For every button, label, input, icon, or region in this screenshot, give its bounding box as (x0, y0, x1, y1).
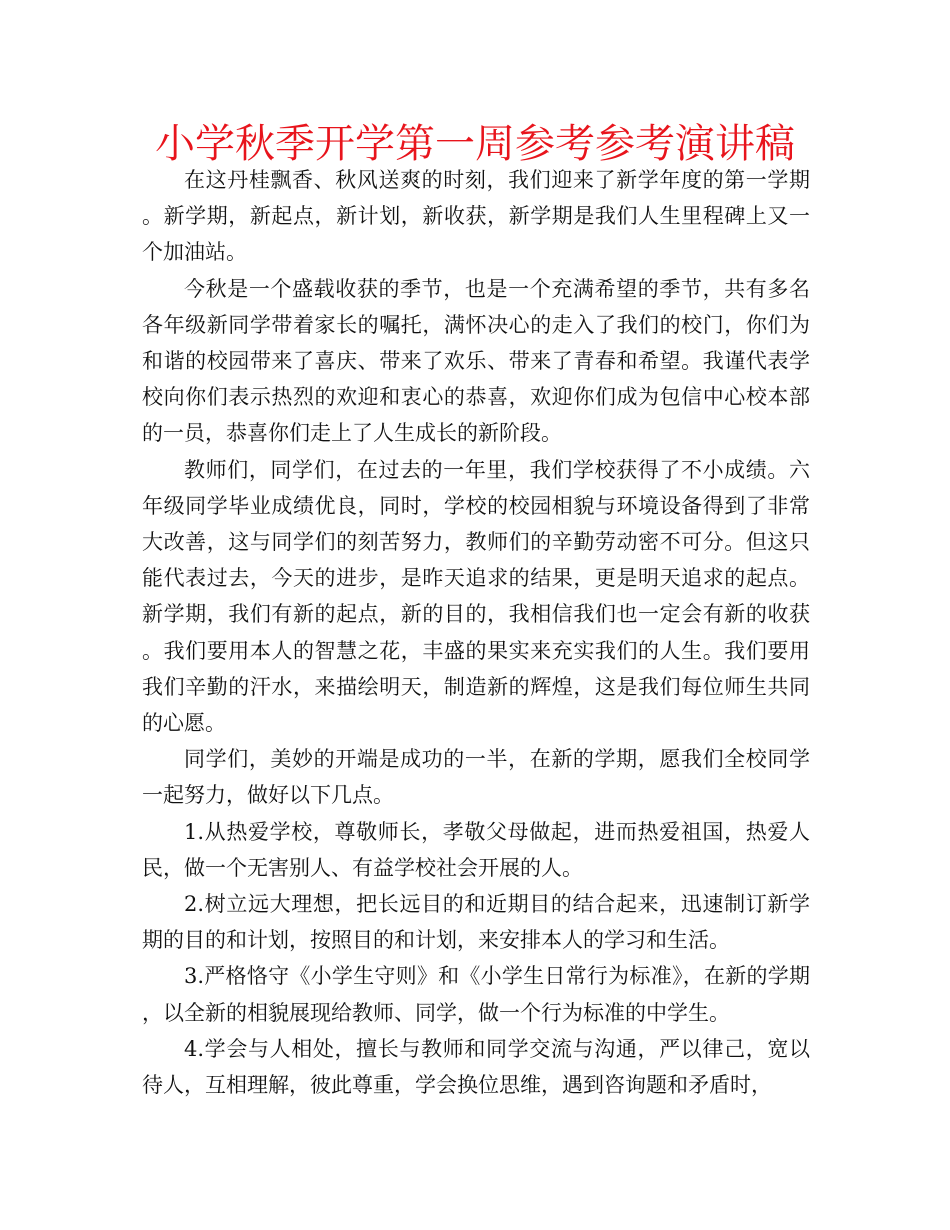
list-item: 4.学会与人相处，擅长与教师和同学交流与沟通，严以律己，宽以待人，互相理解，彼此尊重，学会换位思维，遇到咨询题和矛盾时， (142, 1036, 810, 1098)
list-item: 2.树立远大理想，把长远目的和近期目的结合起来，迅速制订新学期的目的和计划，按照目的和计划，来安排本人的学习和生活。 (142, 892, 810, 953)
list-item: 1.从热爱学校，尊敬师长，孝敬父母做起，进而热爱祖国，热爱人民，做一个无害别人、有益学校社会开展的人。 (142, 819, 810, 880)
document-title: 小学秋季开学第一周参考参考演讲稿 (155, 121, 795, 167)
list-item: 3.严格恪守《小学生守则》和《小学生日常行为标准》，在新的学期，以全新的相貌展现给教师、同学，做一个行为标准的中学生。 (142, 964, 810, 1025)
paragraph: 同学们，美妙的开端是成功的一半，在新的学期，愿我们全校同学一起努力，做好以下几点。 (142, 747, 810, 808)
paragraph: 在这丹桂飘香、秋风送爽的时刻，我们迎来了新学年度的第一学期。新学期，新起点，新计划，新收获，新学期是我们人生里程碑上又一个加油站。 (142, 168, 810, 265)
document-body (142, 162, 810, 1103)
paragraph: 教师们，同学们，在过去的一年里，我们学校获得了不小成绩。六年级同学毕业成绩优良，同时，学校的校园相貌与环境设备得到了非常大改善，这与同学们的刻苦努力，教师们的辛勤劳动密不可分。但这只能代表过去，今天的进步，是昨天追求的结果，更是明天追求的起点。新学期，我们有新的起点，新的目的，我相信我们也一定会有新的收获。我们要用本人的智慧之花，丰盛的果实来充实我们的人生。我们要用我们辛勤的汗水，来描绘明天，制造新的辉煌，这是我们每位师生共同的心愿。 (142, 457, 810, 736)
paragraph: 今秋是一个盛载收获的季节，也是一个充满希望的季节，共有多名各年级新同学带着家长的嘱托，满怀决心的走入了我们的校门，你们为和谐的校园带来了喜庆、带来了欢乐、带来了青春和希望。我谨代表学校向你们表示热烈的欢迎和衷心的恭喜，欢迎你们成为包信中心校本部的一员，恭喜你们走上了人生成长的新阶段。 (142, 276, 810, 446)
